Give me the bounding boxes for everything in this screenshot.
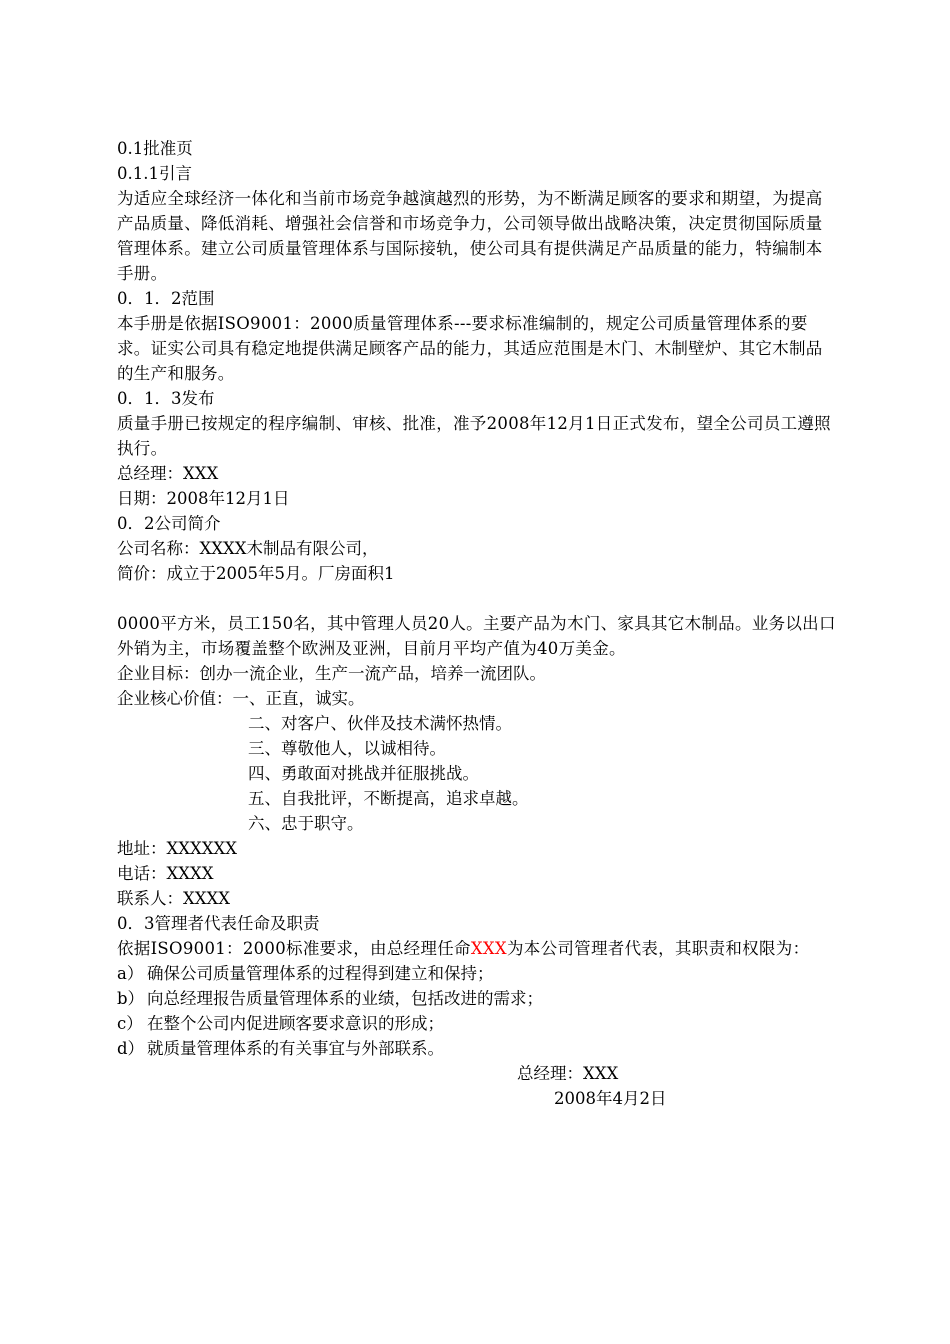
core-value-item: 二、对客户、伙伴及技术满怀热情。 — [248, 714, 512, 733]
duty-item — [117, 1011, 837, 1036]
duty-item — [117, 961, 837, 986]
rep-text-before: 依据ISO9001：2000标准要求，由总经理任命 — [117, 939, 471, 958]
release-heading: 0．1．3发布 — [117, 389, 215, 408]
duty-letter: a） — [117, 964, 144, 983]
core-value-item: 一、正直，诚实。 — [232, 689, 365, 708]
management-rep-paragraph — [117, 936, 837, 961]
company-goal-line: 企业目标：创办一流企业，生产一流产品，培养一流团队。 — [117, 664, 546, 683]
intro-heading: 0.1.1引言 — [117, 164, 192, 183]
core-value-item: 四、勇敢面对挑战并征服挑战。 — [248, 764, 479, 783]
profile-line-1: 简价：成立于2005年5月。厂房面积1 — [117, 564, 395, 583]
release-date-line: 日期：2008年12月1日 — [117, 489, 290, 508]
core-value-item: 五、自我批评，不断提高，追求卓越。 — [248, 789, 529, 808]
document-page — [117, 136, 837, 1111]
core-value-item: 六、忠于职守。 — [248, 814, 364, 833]
company-profile-heading: 0．2公司简介 — [117, 514, 221, 533]
intro-paragraph: 为适应全球经济一体化和当前市场竞争越演越烈的形势，为不断满足顾客的要求和期望，为提高产品质量、降低消耗、增强社会信誉和市场竞争力，公司领导做出战略决策，决定贯彻国际质量管理体系。建立公司质量管理体系与国际接轨，使公司具有提供满足产品质量的能力，特编制本手册。 — [117, 189, 823, 283]
duty-letter: c） — [117, 1014, 143, 1033]
rep-text-after: 为本公司管理者代表，其职责和权限为： — [506, 939, 810, 958]
duty-text: 就质量管理体系的有关事宜与外部联系。 — [147, 1039, 444, 1058]
duty-text: 在整个公司内促进顾客要求意识的形成； — [147, 1014, 444, 1033]
management-rep-heading: 0．3管理者代表任命及职责 — [117, 914, 320, 933]
company-name-line: 公司名称：XXXX木制品有限公司， — [117, 539, 379, 558]
scope-paragraph: 本手册是依据ISO9001：2000质量管理体系---要求标准编制的，规定公司质量管理体系的要求。证实公司具有稳定地提供满足顾客产品的能力，其适应范围是木门、木制壁炉、其它木制品的生产和服务。 — [117, 314, 823, 383]
duty-item — [117, 1036, 837, 1061]
core-values-label: 企业核心价值： — [117, 689, 233, 708]
release-paragraph: 质量手册已按规定的程序编制、审核、批准，准予2008年12月1日正式发布，望全公司员工遵照执行。 — [117, 414, 831, 458]
scope-heading: 0．1．2范围 — [117, 289, 215, 308]
blank-line — [117, 586, 837, 611]
signature-general-manager: 总经理：XXX — [517, 1064, 619, 1083]
core-value-item: 三、尊敬他人，以诚相待。 — [248, 739, 446, 758]
duty-letter: b） — [117, 989, 145, 1008]
contact-line: 联系人：XXXX — [117, 889, 230, 908]
phone-line: 电话：XXXX — [117, 864, 214, 883]
approval-heading: 0.1批准页 — [117, 139, 193, 158]
signature-date: 2008年4月2日 — [554, 1089, 667, 1108]
core-values-row — [117, 686, 837, 711]
duty-text: 确保公司质量管理体系的过程得到建立和保持； — [147, 964, 494, 983]
duty-item — [117, 986, 837, 1011]
duty-text: 向总经理报告质量管理体系的业绩，包括改进的需求； — [147, 989, 543, 1008]
duty-letter: d） — [117, 1039, 145, 1058]
address-line: 地址：XXXXXX — [117, 839, 237, 858]
general-manager-line: 总经理：XXX — [117, 464, 219, 483]
rep-name-highlight: XXX — [470, 939, 507, 958]
profile-paragraph-2: 0000平方米，员工150名，其中管理人员20人。主要产品为木门、家具其它木制品。业务以出口外销为主，市场覆盖整个欧洲及亚洲，目前月平均产值为40万美金。 — [117, 614, 836, 658]
